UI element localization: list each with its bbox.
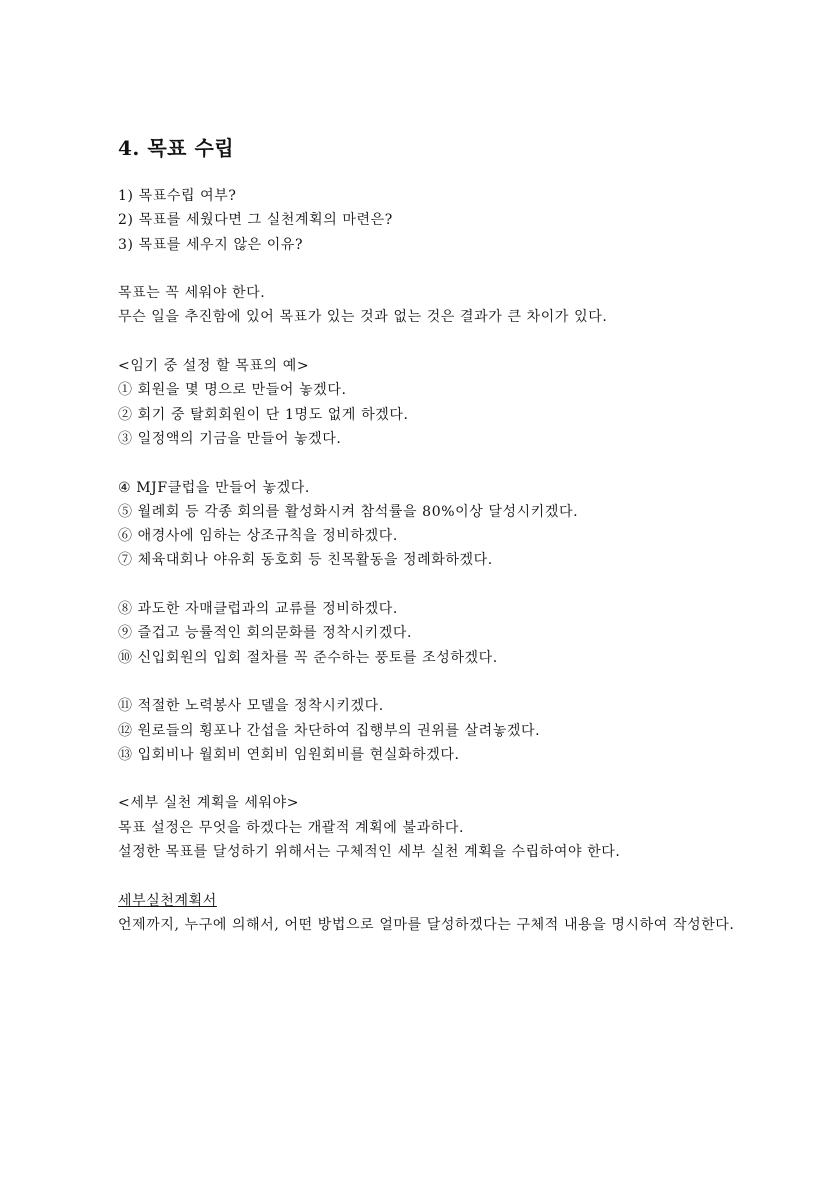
example-item-1: ① 회원을 몇 명으로 만들어 놓겠다. — [118, 382, 347, 399]
plan-heading: <세부 실천 계획을 세워야> — [118, 795, 300, 812]
example-item-5: ⑤ 월례회 등 각종 회의를 활성화시켜 참석률을 80%이상 달성시키겠다. — [118, 503, 579, 520]
intro-line-2: 무슨 일을 추진함에 있어 목표가 있는 것과 없는 것은 결과가 큰 차이가 있다. — [118, 309, 608, 326]
intro-line-1: 목표는 꼭 세워야 한다. — [118, 285, 266, 302]
spacer — [118, 864, 738, 888]
plan-line-1: 목표 설정은 무엇을 하겠다는 개괄적 계획에 불과하다. — [118, 819, 465, 836]
example-item-7: ⑦ 체육대회나 야유회 동호회 등 친목활동을 정례화하겠다. — [118, 552, 493, 569]
example-item-11: ⑪ 적절한 노력봉사 모델을 정착시키겠다. — [118, 698, 384, 715]
example-item-3: ③ 일정액의 기금을 만들어 놓겠다. — [118, 430, 342, 447]
example-item-10: ⑩ 신입회원의 입회 절차를 꼭 준수하는 풍토를 조성하겠다. — [118, 649, 498, 666]
detail-text: 언제까지, 누구에 의해서, 어떤 방법으로 얼마를 달성하겠다는 구체적 내용을 명시하여 작성한다. — [118, 916, 735, 933]
question-3: 3) 목표를 세우지 않은 이유? — [118, 236, 304, 253]
question-1: 1) 목표수립 여부? — [118, 188, 237, 204]
plan-line-2: 설정한 목표를 달성하기 위해서는 구체적인 세부 실천 계획을 수립하여야 한다. — [118, 844, 621, 861]
question-2: 2) 목표를 세웠다면 그 실천계획의 마련은? — [118, 212, 393, 229]
spacer — [118, 767, 738, 791]
example-item-13: ⑬ 입회비나 월회비 연회비 임원회비를 현실화하겠다. — [118, 746, 460, 763]
spacer — [118, 670, 738, 694]
example-item-4: ④ MJF클럽을 만들어 놓겠다. — [118, 479, 310, 496]
section-title: 4. 목표 수립 — [118, 136, 235, 160]
spacer — [118, 573, 738, 597]
example-item-8: ⑧ 과도한 자매클럽과의 교류를 정비하겠다. — [118, 601, 398, 618]
example-item-12: ⑫ 원로들의 횡포나 간섭을 차단하여 집행부의 권위를 살려놓겠다. — [118, 722, 541, 739]
document-body — [118, 134, 738, 937]
example-item-6: ⑥ 애경사에 임하는 상조규칙을 정비하겠다. — [118, 528, 398, 545]
examples-heading: <임기 중 설정 할 목표의 예> — [118, 358, 310, 375]
example-item-9: ⑨ 즐겁고 능률적인 회의문화를 정착시키겠다. — [118, 625, 413, 642]
spacer — [118, 330, 738, 354]
spacer — [118, 451, 738, 475]
detail-heading: 세부실천계획서 — [118, 892, 217, 909]
spacer — [118, 257, 738, 281]
example-item-2: ② 회기 중 탈회회원이 단 1명도 없게 하겠다. — [118, 406, 409, 423]
